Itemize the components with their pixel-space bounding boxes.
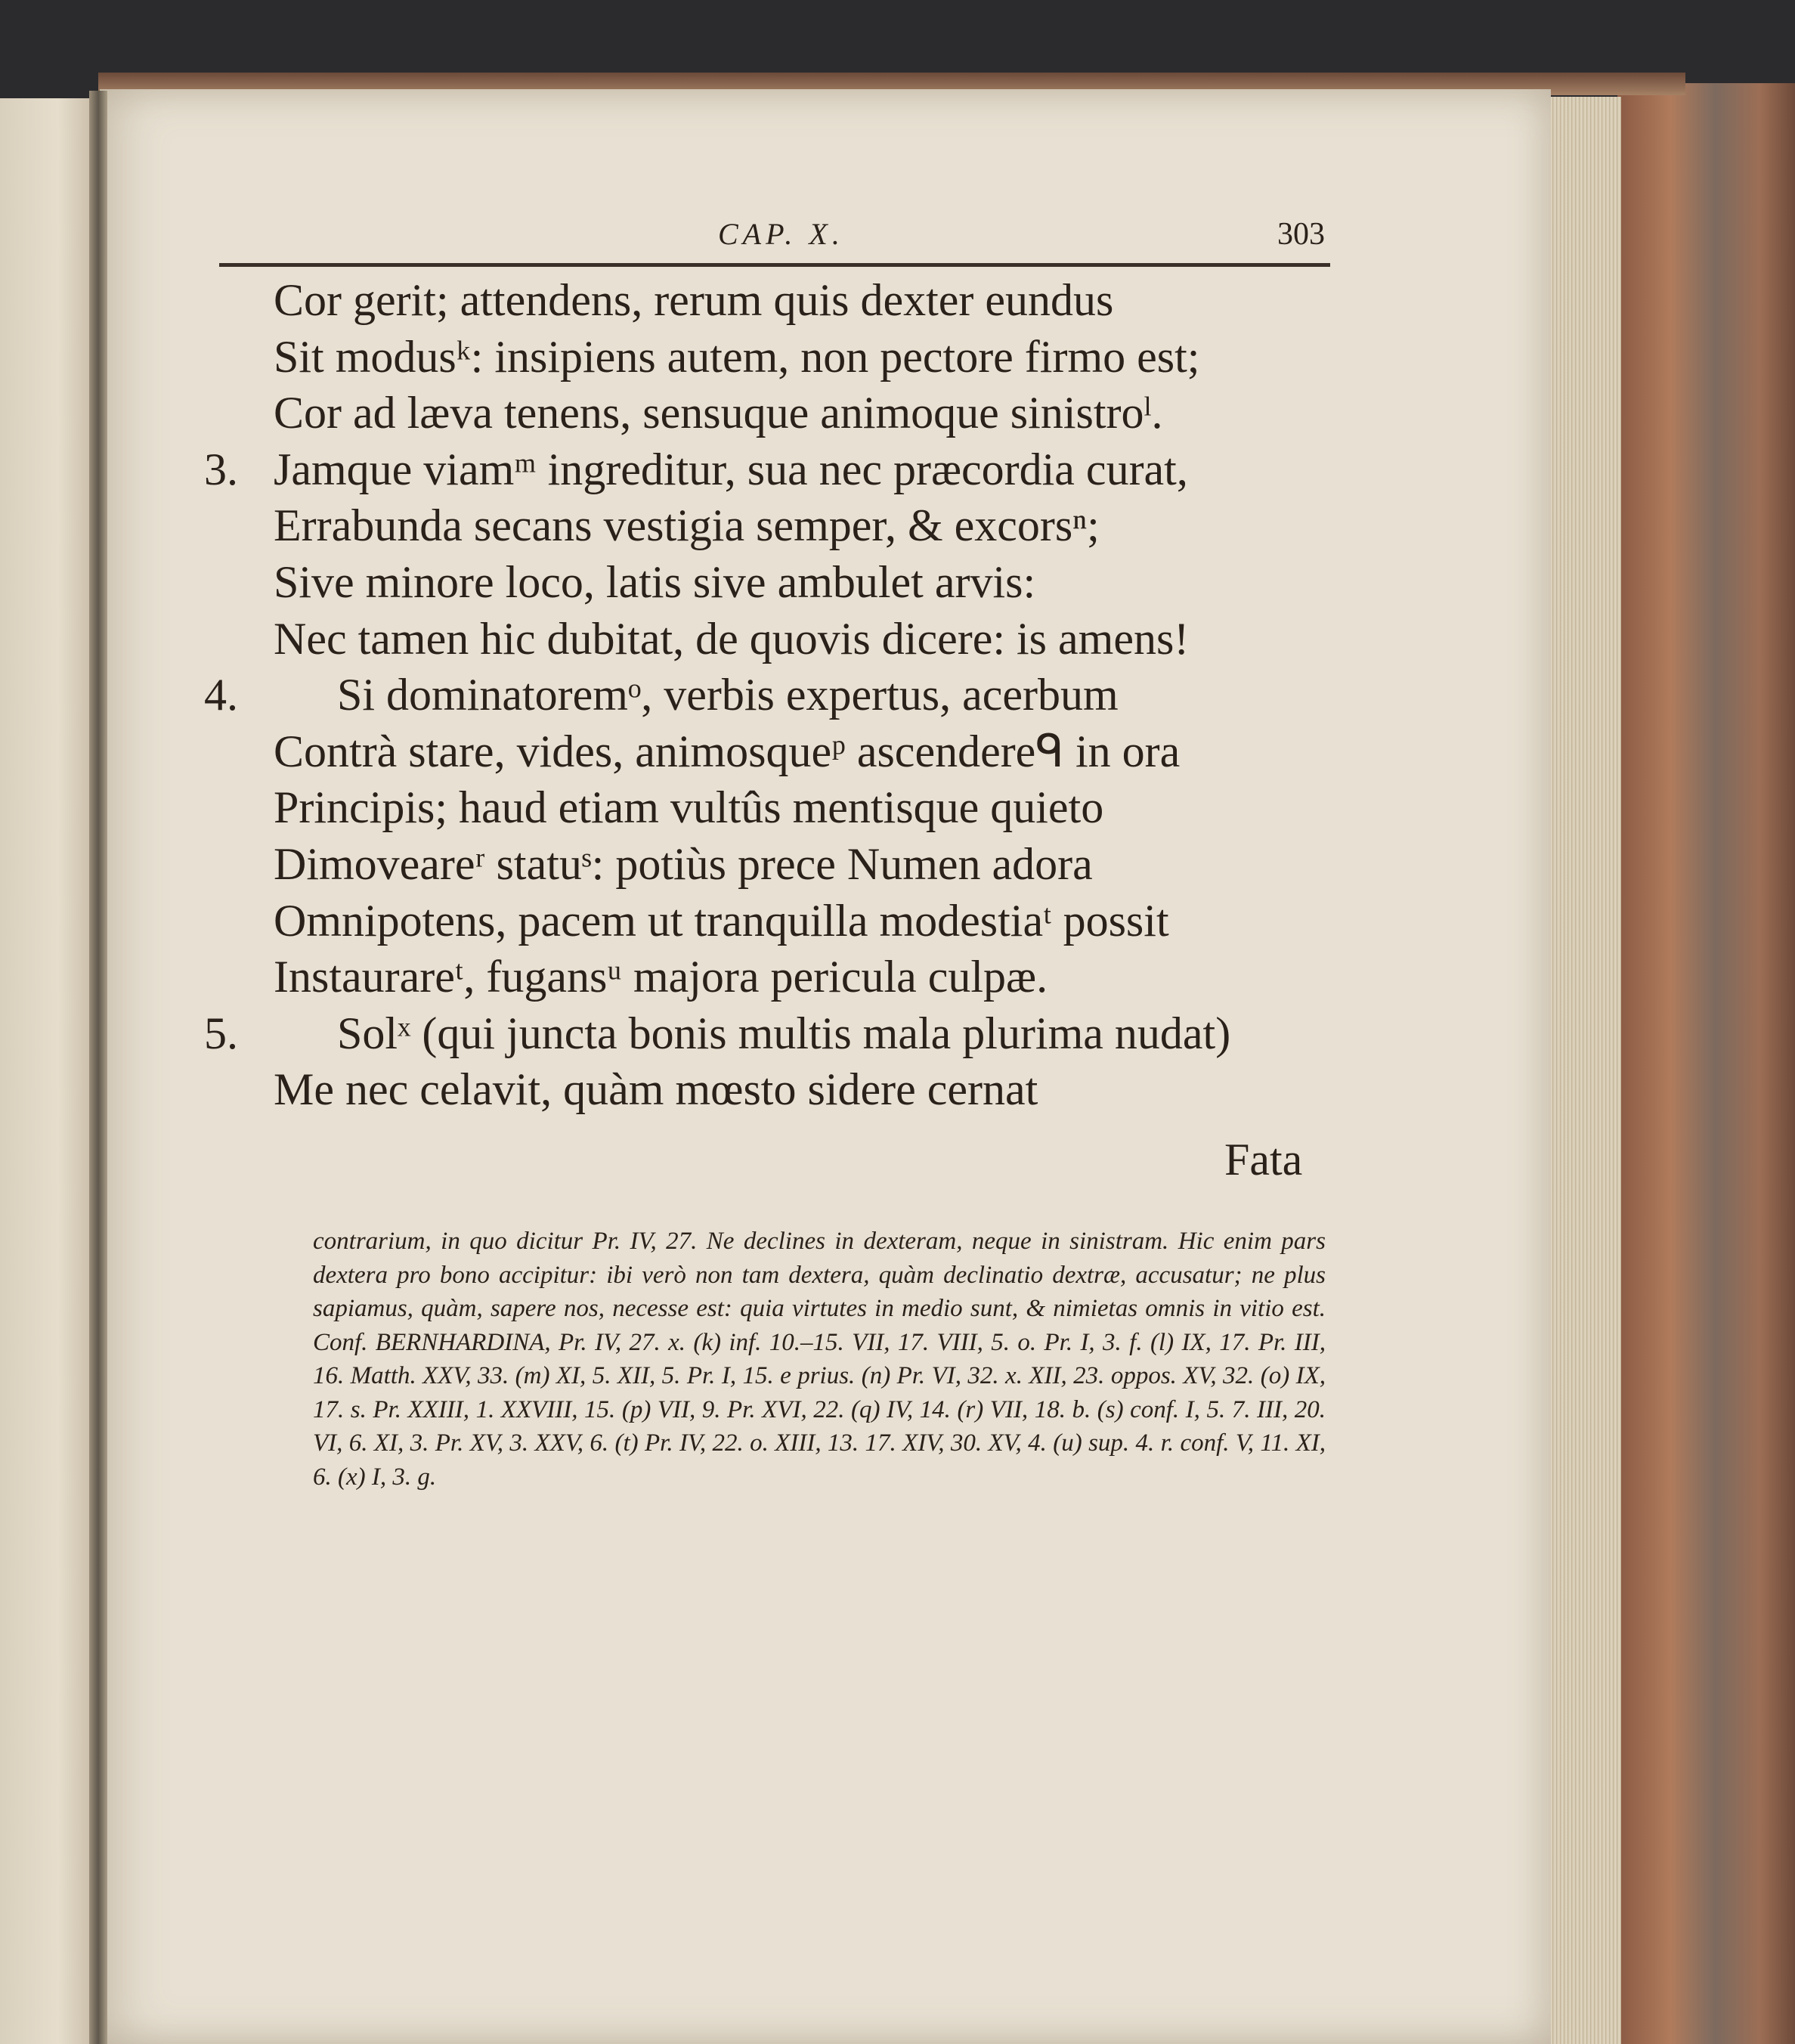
verse-text: Sit modusᵏ: insipiens autem, non pectore firmo est; [274, 331, 1200, 382]
verse-line [204, 441, 1338, 498]
verse-line [204, 723, 1338, 780]
verse-text: Cor gerit; attendens, rerum quis dexter eundus [274, 275, 1114, 325]
verse-line [204, 611, 1338, 667]
verse-text: Si dominatoremᵒ, verbis expertus, acerbum [337, 670, 1119, 720]
page-header [219, 213, 1330, 266]
verse-line [204, 1061, 1338, 1118]
running-head: CAP. X. [718, 217, 844, 251]
verse-line [204, 1005, 1338, 1062]
verse-line [204, 385, 1338, 441]
verse-text: Principis; haud etiam vultûs mentisque quieto [274, 782, 1104, 833]
book-gutter [89, 91, 107, 2044]
verse-number: 5. [204, 1008, 238, 1058]
verse-line [204, 949, 1338, 1005]
verse-text: Errabunda secans vestigia semper, & excorsⁿ; [274, 500, 1100, 551]
verse-text: Cor ad læva tenens, sensuque animoque sinistroˡ. [274, 388, 1163, 438]
verse-text: Nec tamen hic dubitat, de quovis dicere: is amens! [274, 613, 1190, 664]
book-cover-edge [1617, 83, 1795, 2044]
verse-text: Omnipotens, pacem ut tranquilla modestiaᵗ possit [274, 895, 1169, 946]
verse-line [204, 667, 1338, 723]
verse-text: Dimoveareʳ statuˢ: potiùs prece Numen adora [274, 838, 1093, 889]
verse-number: 4. [204, 670, 238, 720]
verse-text: Solˣ (qui juncta bonis multis mala plurima nudat) [337, 1008, 1231, 1058]
verse-line [204, 893, 1338, 949]
verse-line [204, 329, 1338, 386]
verse-line [204, 779, 1338, 836]
catchword: Fata [1224, 1135, 1303, 1185]
verse-line [204, 497, 1338, 554]
verse-text: Sive minore loco, latis sive ambulet arvis: [274, 556, 1036, 607]
page-number: 303 [1277, 217, 1325, 252]
verse-text: Instaurareᵗ, fugansᵘ majora pericula culpæ. [274, 952, 1048, 1002]
footnote-paragraph: contrarium, in quo dicitur Pr. IV, 27. Ne declines in dexteram, neque in sinistram. Hic enim pars dextera pro bono accipitur: ibi verò non tam dextera, quàm declinatio dextræ, accusatur; ne plus sapiamus, quàm, sapere nos, necesse est: quia virtutes in medio sunt, & nimietas omnis in vitio est. Conf. BERNHARDINA, Pr. IV, 27. x. (k) inf. 10.–15. VII, 17. VIII, 5. o. Pr. I, 3. f. (l) IX, 17. Pr. III, 16. Matth. XXV, 33. (m) XI, 5. XII, 5. Pr. I, 15. e prius. (n) Pr. VI, 32. x. XII, 23. oppos. XV, 32. (o) IX, 17. s. Pr. XXIII, 1. XXVIII, 15. (p) VII, 9. Pr. XVI, 22. (q) IV, 14. (r) VII, 18. b. (s) conf. I, 5. 7. III, 20. VI, 6. XI, 3. Pr. XV, 3. XXV, 6. (t) Pr. IV, 22. o. XIII, 13. 17. XIV, 30. XV, 4. (u) sup. 4. r. conf. V, 11. XI, 6. (x) I, 3. g. [313, 1228, 1326, 1491]
verse-line [204, 836, 1338, 893]
verse-line [204, 272, 1338, 329]
verse-number: 3. [204, 444, 238, 494]
verse-text: Jamque viamᵐ ingreditur, sua nec præcordia curat, [274, 444, 1188, 494]
page-edges [1549, 97, 1621, 2044]
verse-block [204, 272, 1338, 1118]
previous-page [0, 98, 97, 2044]
verse-text: Me nec celavit, quàm mœsto sidere cernat [274, 1064, 1038, 1115]
footnotes [313, 1225, 1326, 1494]
header-rule [219, 263, 1330, 267]
verse-text: Contrà stare, vides, animosqueᵖ ascendereᑫ in ora [274, 726, 1181, 776]
verse-line [204, 554, 1338, 611]
